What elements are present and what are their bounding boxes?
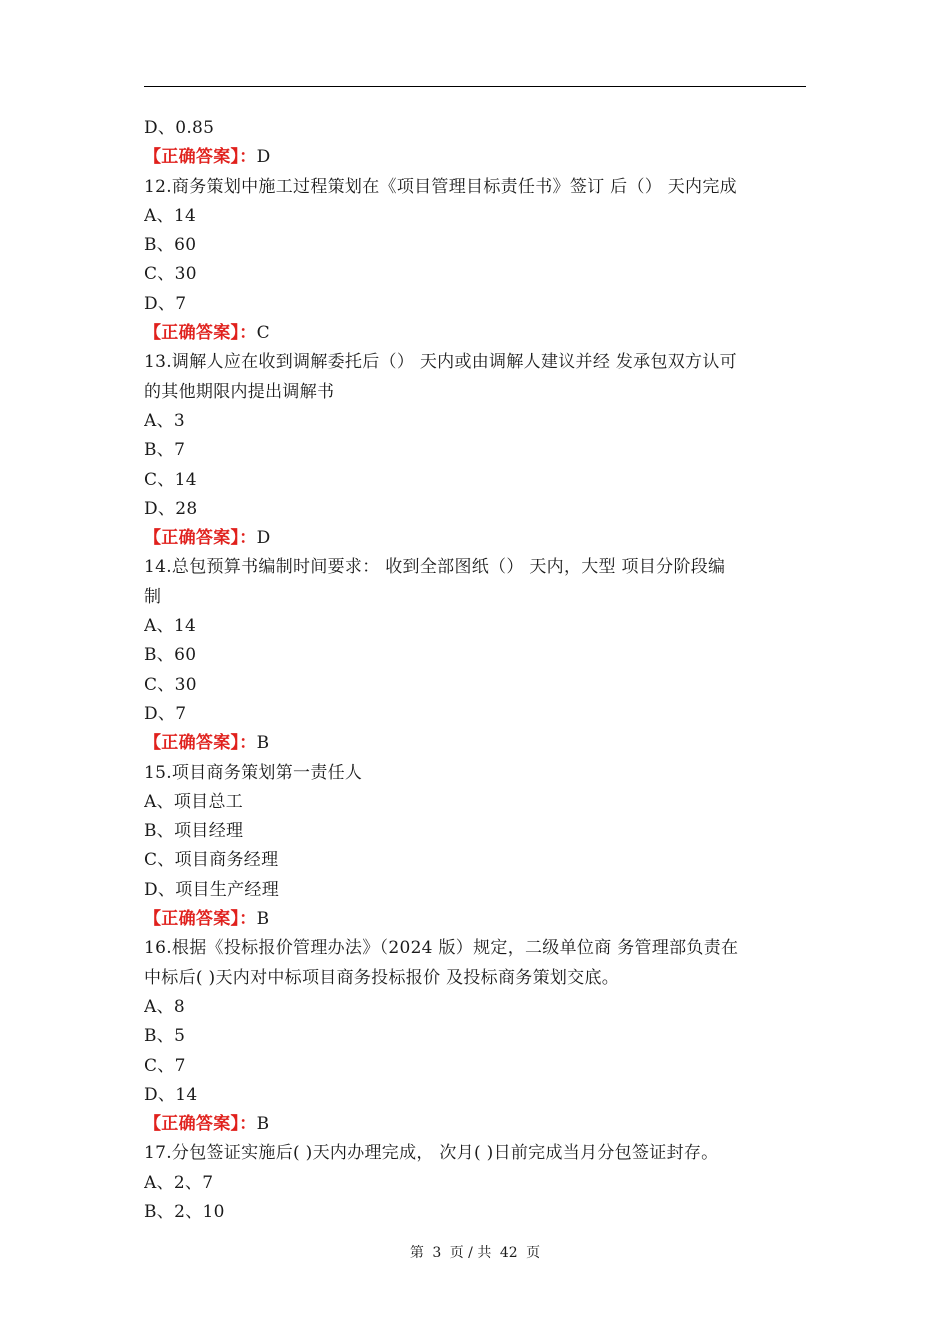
option-line: D、7 — [144, 293, 187, 314]
correct-answer-value: B — [256, 733, 270, 754]
option-line: B、60 — [144, 645, 197, 666]
correct-answer-value: C — [256, 323, 270, 344]
option-line: B、5 — [144, 1026, 186, 1047]
correct-answer-label: 【正确答案】： — [144, 528, 257, 549]
correct-answer-label: 【正确答案】： — [144, 1114, 257, 1135]
footer-total-pages: 42 — [499, 1245, 518, 1261]
question-line: 16.根据《投标报价管理办法》（2024 版）规定，二级单位商 务管理部负责在 — [144, 938, 739, 959]
option-line: C、30 — [144, 264, 197, 285]
correct-answer-line — [144, 524, 806, 553]
question-line: 14.总包预算书编制时间要求： 收到全部图纸（） 天内，大型 项目分阶段编 — [144, 557, 726, 578]
correct-answer-value: B — [256, 1114, 270, 1135]
option-line: C、14 — [144, 469, 197, 490]
option-line: A、项目总工 — [144, 791, 244, 812]
correct-answer-value: D — [256, 528, 271, 549]
option-line: A、3 — [144, 410, 185, 431]
option-line: C、项目商务经理 — [144, 850, 279, 871]
correct-answer-value: B — [256, 909, 270, 930]
question-line: 17.分包签证实施后( )天内办理完成， 次月( )日前完成当月分包签证封存。 — [144, 1143, 719, 1164]
question-line: 15.项目商务策划第一责任人 — [144, 762, 363, 783]
correct-answer-line — [144, 143, 806, 172]
option-line: B、60 — [144, 235, 197, 256]
option-line: A、8 — [144, 996, 185, 1017]
option-line: B、项目经理 — [144, 821, 244, 842]
header-rule — [144, 86, 806, 87]
question-line: 的其他期限内提出调解书 — [144, 381, 335, 402]
option-line: D、14 — [144, 1084, 198, 1105]
option-line: D、7 — [144, 703, 187, 724]
option-line: A、14 — [144, 205, 197, 226]
option-line: C、30 — [144, 674, 197, 695]
option-line: D、0.85 — [144, 118, 215, 138]
question-list — [144, 114, 806, 1227]
correct-answer-line — [144, 1110, 806, 1139]
option-line: D、项目生产经理 — [144, 879, 280, 900]
correct-answer-line — [144, 729, 806, 758]
footer-suffix: 页 — [526, 1245, 541, 1261]
question-line: 13.调解人应在收到调解委托后（） 天内或由调解人建议并经 发承包双方认可 — [144, 352, 737, 373]
correct-answer-value: D — [256, 147, 271, 168]
question-line: 制 — [144, 586, 162, 607]
footer-middle: 页 / 共 — [449, 1245, 492, 1261]
option-line: A、2、7 — [144, 1172, 214, 1193]
option-line: C、7 — [144, 1055, 186, 1076]
correct-answer-line — [144, 319, 806, 348]
correct-answer-label: 【正确答案】： — [144, 147, 257, 168]
footer-current-page: 3 — [432, 1245, 442, 1261]
correct-answer-line — [144, 905, 806, 934]
correct-answer-label: 【正确答案】： — [144, 909, 257, 930]
option-line: A、14 — [144, 616, 197, 637]
correct-answer-label: 【正确答案】： — [144, 323, 257, 344]
question-line: 12.商务策划中施工过程策划在《项目管理目标责任书》签订 后（） 天内完成 — [144, 176, 737, 197]
option-line: B、7 — [144, 440, 186, 461]
option-line: D、28 — [144, 498, 198, 519]
question-line: 中标后( )天内对中标项目商务投标报价 及投标商务策划交底。 — [144, 967, 620, 988]
option-line: B、2、10 — [144, 1201, 225, 1222]
page-footer — [0, 1242, 950, 1262]
correct-answer-label: 【正确答案】： — [144, 733, 257, 754]
footer-prefix: 第 — [409, 1245, 424, 1261]
